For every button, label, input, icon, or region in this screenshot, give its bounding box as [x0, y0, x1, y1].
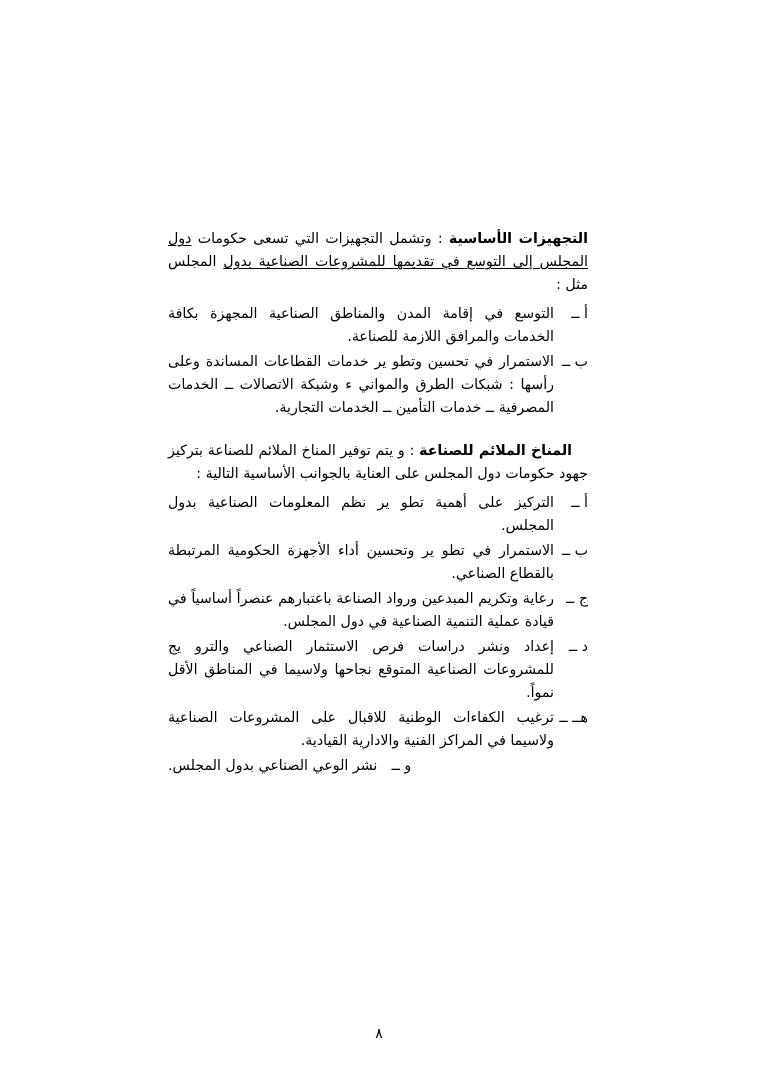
section-2-heading: المناخ الملائم للصناعة	[419, 443, 573, 459]
section-2-list	[168, 492, 588, 778]
section-1-intro-line-3: المجلس مثل :	[168, 254, 588, 293]
page-number: ٨	[375, 1026, 383, 1042]
list-item	[168, 303, 588, 349]
list-item-text: إعداد ونشر دراسات فرص الاستثمار الصناعي والترو يج للمشروعات الصناعية المتوقع نجاحها ولاسيما في المناطق الأقل نمواً.	[168, 639, 554, 701]
list-item-text: نشر الوعي الصناعي بدول المجلس.	[168, 758, 378, 774]
section-1-list	[168, 303, 588, 420]
list-item-marker: د ــ	[568, 639, 588, 655]
section-1-intro-line-1: وتشمل التجهيزات التي تسعى حكومات	[197, 231, 432, 247]
list-item-text: التوسع في إقامة المدن والمناطق الصناعية المجهزة بكافة الخدمات والمرافق اللازمة للصناعة.	[168, 306, 554, 345]
list-item-marker: ج ــ	[566, 591, 588, 607]
list-item-marker: ب ــ	[561, 354, 588, 370]
section-2-intro	[168, 440, 588, 486]
list-item	[168, 540, 588, 586]
section-1-intro-line-2: دول المجلس إلى التوسع في تقديمها للمشروعات الصناعية بدول	[168, 231, 589, 270]
section-1-heading-separator: :	[431, 231, 449, 247]
list-item	[168, 588, 588, 634]
page-content	[168, 228, 588, 780]
list-item	[168, 636, 588, 705]
list-item	[168, 755, 588, 778]
section-2-heading-separator: :	[404, 443, 420, 459]
list-item-marker: أ ــ	[571, 306, 588, 322]
section-divider-space	[168, 422, 588, 440]
section-1-intro	[168, 228, 588, 297]
list-item-marker: هــ ــ	[559, 710, 588, 726]
list-item-marker: و ــ	[391, 758, 412, 774]
list-item-text: رعاية وتكريم المبدعين ورواد الصناعة باعتبارهم عنصراً أساسياً في قيادة عملية التنمية الصناعية في دول المجلس.	[168, 591, 554, 630]
list-item-text: الاستمرار في تحسين وتطو ير خدمات القطاعات المساندة وعلى رأسها : شبكات الطرق والمواني ء وشبكة الاتصالات ــ الخدمات المصرفية ــ خدمات التأمين ــ الخدمات التجارية.	[168, 354, 554, 416]
list-item-marker: أ ــ	[571, 495, 588, 511]
list-item-marker: ب ــ	[561, 543, 588, 559]
list-item-text: ترغيب الكفاءات الوطنية للاقبال على المشروعات الصناعية ولاسيما في المراكز الفنية والادارية القيادية.	[168, 710, 554, 749]
section-1-heading: التجهيزات الأساسية	[448, 231, 588, 247]
list-item-text: التركيز على أهمية تطو ير نظم المعلومات الصناعية بدول المجلس.	[168, 495, 554, 534]
list-item	[168, 492, 588, 538]
section-2-intro-line-3: التالية :	[196, 466, 239, 482]
list-item-text: الاستمرار في تطو ير وتحسين أداء الأجهزة الحكومية المرتبطة بالقطاع الصناعي.	[168, 543, 554, 582]
list-item	[168, 707, 588, 753]
section-2-intro-line-2: بتركيز جهود حكومات دول المجلس على العناية بالجوانب الأساسية	[168, 443, 588, 482]
list-item	[168, 351, 588, 420]
section-2-intro-line-1: و يتم توفير المناخ الملائم للصناعة	[207, 443, 405, 459]
